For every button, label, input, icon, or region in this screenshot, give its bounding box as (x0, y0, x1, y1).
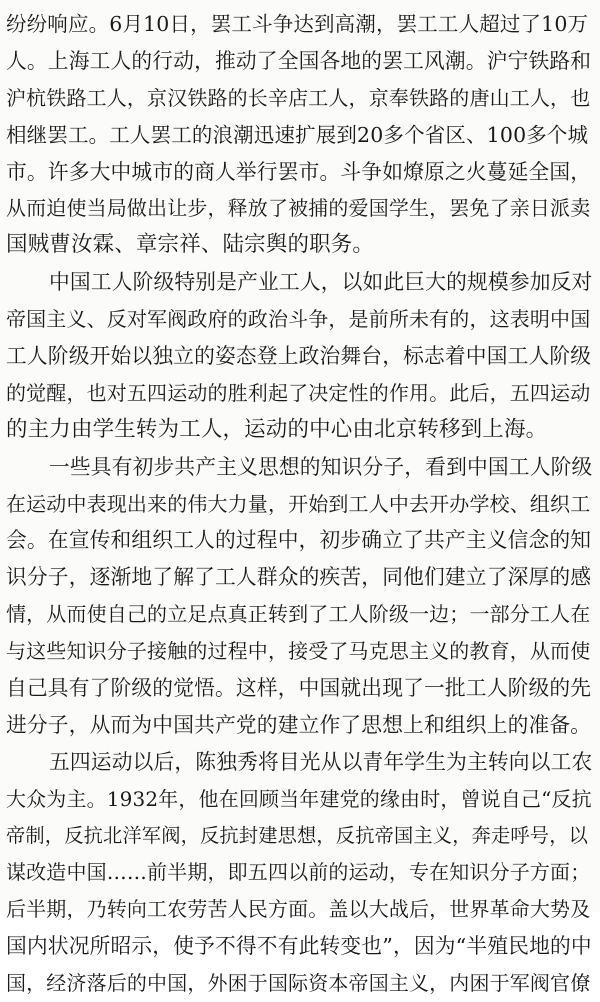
text-line-13: 一些具有初步共产主义思想的知识分子，看到中国工人阶级 (49, 454, 593, 479)
text-line-16: 识分子，逐渐地了解了工人群众的疾苦，同他们建立了深厚的感 (6, 565, 592, 590)
text-line-1: 纷纷响应。6月10日，罢工斗争达到高潮，罢工工人超过了10万 (6, 12, 589, 36)
text-line-3: 沪杭铁路工人，京汉铁路的长辛店工人，京奉铁路的唐山工人，也 (6, 85, 591, 110)
text-line-2: 人。上海工人的行动，推动了全国各地的罢工风潮。沪宁铁路和 (6, 48, 592, 73)
text-line-17: 情，从而使自己的立足点真正转到了工人阶级一边；一部分工人在 (6, 602, 591, 627)
text-line-9: 帝国主义、反对军阀政府的政治斗争，是前所未有的，这表明中国 (6, 307, 591, 332)
body-text (6, 6, 594, 1002)
text-line-15: 会。在宣传和组织工人的过程中，初步确立了共产主义信念的知 (6, 528, 592, 553)
text-line-14: 在运动中表现出来的伟大力量，开始到工人中去开办学校、组织工 (6, 491, 591, 516)
text-line-23: 帝制，反抗北洋军阀，反抗封建思想，反抗帝国主义，奔走呼号，以 (6, 823, 588, 847)
text-line-5: 市。许多大中城市的商人举行罢市。斗争如燎原之火蔓延全国， (6, 159, 592, 184)
text-line-27: 国，经济落后的中国，外困于国际资本帝国主义，内困于军阀官僚 (6, 971, 591, 996)
text-line-19: 自己具有了阶级的觉悟。这样，中国就出现了一批工人阶级的先 (6, 676, 592, 701)
text-line-6: 从而迫使当局做出让步，释放了被捕的爱国学生，罢免了亲日派卖 (6, 196, 591, 221)
text-line-8: 中国工人阶级特别是产业工人，以如此巨大的规模参加反对 (49, 270, 593, 295)
text-line-7: 国贼曹汝霖、章宗祥、陆宗舆的职务。 (6, 232, 375, 258)
text-line-10: 工人阶级开始以独立的姿态登上政治舞台，标志着中国工人阶级 (6, 344, 592, 369)
text-line-11: 的觉醒，也对五四运动的胜利起了决定性的作用。此后，五四运动 (6, 380, 591, 405)
text-line-26: 国内状况所昭示，使予不得不有此转变也”，因为“半殖民地的中 (6, 934, 592, 959)
text-line-24: 谋改造中国……前半期，即五四以前的运动，专在知识分子方面； (6, 860, 591, 885)
text-line-12: 的主力由学生转为工人，运动的中心由北京转移到上海。 (6, 416, 548, 442)
text-line-21: 五四运动以后，陈独秀将目光从以青年学生为主转向以工农 (49, 749, 593, 774)
text-line-22: 大众为主。1932年，他在回顾当年建党的缘由时，曾说自己“反抗 (6, 786, 592, 811)
text-line-20: 进分子，从而为中国共产党的建立作了思想上和组织上的准备。 (6, 712, 592, 737)
text-line-4: 相继罢工。工人罢工的浪潮迅速扩展到20多个省区、100多个城 (6, 122, 589, 147)
text-line-25: 后半期，乃转向工农劳苦人民方面。盖以大战后，世界革命大势及 (6, 897, 591, 922)
text-line-18: 与这些知识分子接触的过程中，接受了马克思主义的教育，从而使 (6, 639, 591, 664)
